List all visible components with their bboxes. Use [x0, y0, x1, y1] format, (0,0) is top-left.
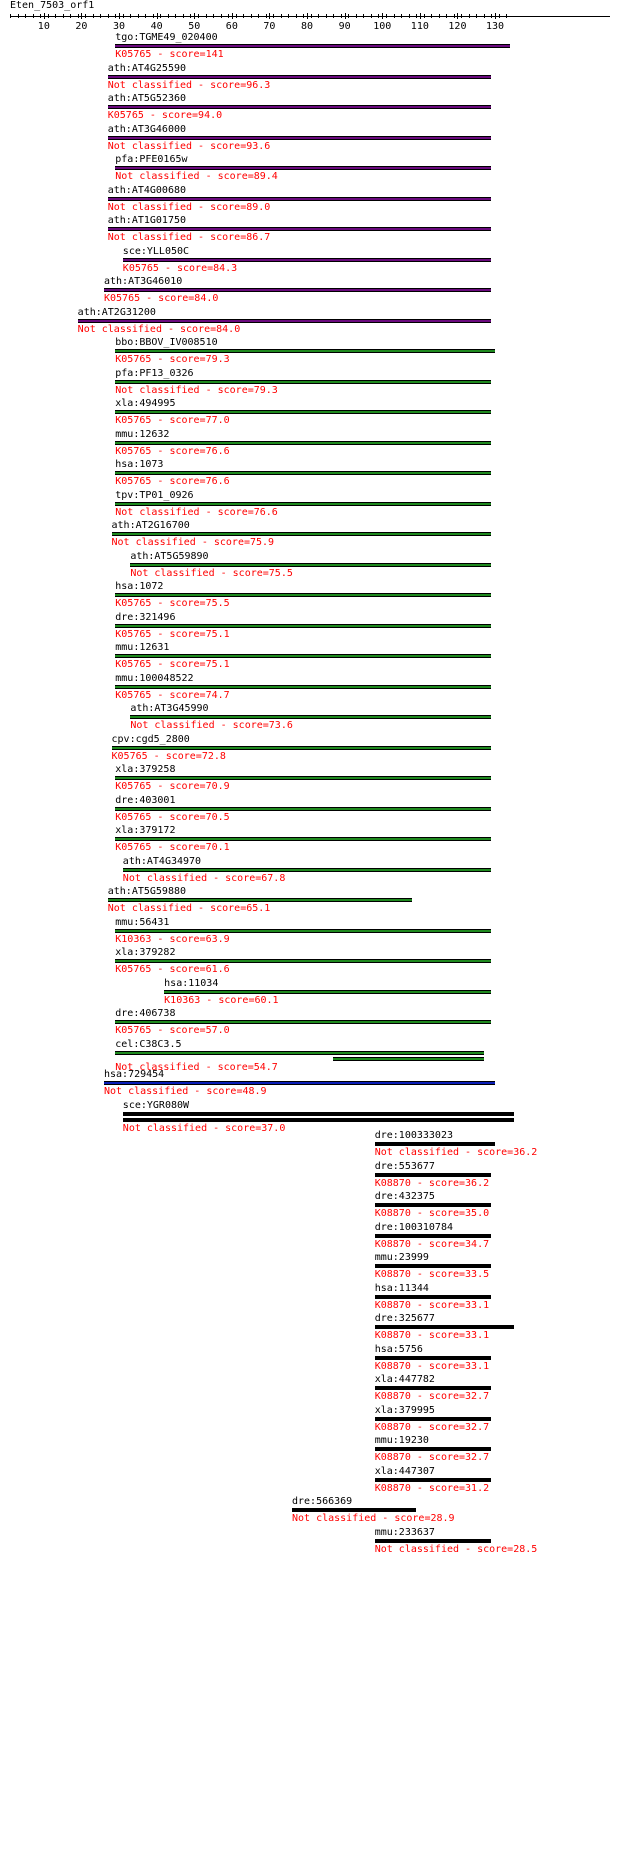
hit-annotation[interactable]: K05765 - score=75.1 — [115, 659, 230, 670]
ruler-minor-tick — [85, 14, 86, 18]
hit-bar[interactable] — [104, 288, 491, 292]
hit-annotation[interactable]: K08870 - score=33.5 — [374, 1269, 490, 1280]
hit-annotation[interactable]: Not classified - score=36.2 — [374, 1147, 538, 1158]
hit-row[interactable] — [0, 185, 620, 216]
hit-bar[interactable] — [115, 685, 491, 689]
ruler-minor-tick — [348, 14, 349, 18]
hit-row[interactable] — [0, 917, 620, 948]
hit-name[interactable]: xla:379995 — [374, 1404, 435, 1416]
ruler-major-tick — [119, 13, 120, 19]
ruler-minor-tick — [183, 14, 184, 18]
hit-bar[interactable] — [375, 1173, 492, 1177]
hit-annotation[interactable]: Not classified - score=79.3 — [115, 384, 278, 396]
ruler-minor-tick — [431, 14, 432, 18]
hit-bar[interactable] — [115, 959, 491, 963]
hit-bar[interactable] — [115, 1020, 491, 1024]
hit-name[interactable]: mmu:19230 — [374, 1435, 429, 1446]
ruler-tick-label: 30 — [113, 21, 126, 32]
ruler-minor-tick — [251, 14, 252, 18]
hit-secondary-bar[interactable] — [123, 1118, 514, 1122]
hit-annotation[interactable]: Not classified - score=89.0 — [107, 201, 271, 213]
ruler-minor-tick — [100, 14, 101, 18]
ruler-minor-tick — [78, 14, 79, 18]
hit-bar[interactable] — [123, 1112, 514, 1116]
ruler-major-tick — [194, 13, 195, 19]
hit-name[interactable]: ath:AT2G16700 — [111, 520, 190, 531]
hit-row[interactable] — [0, 276, 620, 307]
hit-name[interactable]: xla:379172 — [115, 825, 176, 836]
ruler-major-tick — [81, 13, 82, 19]
hit-name[interactable]: ath:AT5G59880 — [107, 886, 187, 897]
hit-name[interactable]: dre:403001 — [115, 794, 176, 806]
ruler-minor-tick — [123, 14, 124, 18]
hit-annotation[interactable]: Not classified - score=86.7 — [107, 232, 271, 243]
hit-annotation[interactable]: K05765 - score=94.0 — [107, 110, 223, 121]
ruler-minor-tick — [386, 14, 387, 18]
ruler-minor-tick — [130, 14, 131, 18]
hit-bar[interactable] — [115, 502, 491, 506]
ruler-minor-tick — [236, 14, 237, 18]
hit-bar[interactable] — [108, 898, 413, 902]
hit-name[interactable]: dre:566369 — [292, 1496, 353, 1507]
ruler-minor-tick — [499, 14, 500, 18]
hit-bar[interactable] — [123, 258, 491, 262]
ruler-minor-tick — [138, 14, 139, 18]
hit-row[interactable] — [0, 520, 620, 551]
hit-name[interactable]: dre:100310784 — [374, 1221, 453, 1233]
hit-row[interactable] — [0, 459, 620, 490]
hit-row[interactable] — [0, 734, 620, 765]
ruler-tick-label: 20 — [75, 21, 88, 32]
hit-annotation[interactable]: Not classified - score=96.3 — [107, 79, 271, 91]
hit-row[interactable] — [0, 1222, 620, 1253]
hit-annotation[interactable]: Not classified - score=84.0 — [77, 323, 241, 335]
hit-bar[interactable] — [164, 990, 491, 994]
hit-row[interactable] — [0, 551, 620, 582]
hit-annotation[interactable]: K05765 - score=76.6 — [115, 445, 230, 457]
hit-annotation[interactable]: K10363 - score=63.9 — [115, 933, 230, 945]
hit-row[interactable] — [0, 947, 620, 978]
hit-annotation[interactable]: K08870 - score=32.7 — [374, 1421, 490, 1433]
hit-annotation[interactable]: Not classified - score=75.5 — [130, 567, 293, 579]
ruler-minor-tick — [221, 14, 222, 18]
hit-name[interactable]: dre:553677 — [374, 1160, 435, 1172]
hit-row[interactable] — [0, 1466, 620, 1497]
hit-annotation[interactable]: K08870 - score=32.7 — [374, 1452, 490, 1463]
ruler-major-tick — [269, 13, 270, 19]
hit-name[interactable]: sce:YGR080W — [122, 1099, 190, 1111]
hit-annotation[interactable]: K10363 - score=60.1 — [164, 994, 279, 1006]
ruler-minor-tick — [416, 14, 417, 18]
ruler-minor-tick — [326, 14, 327, 18]
ruler-minor-tick — [190, 14, 191, 18]
hit-bar[interactable] — [78, 319, 492, 323]
ruler-major-tick — [345, 13, 346, 19]
ruler-minor-tick — [266, 14, 267, 18]
hit-bar[interactable] — [375, 1142, 495, 1146]
ruler-minor-tick — [311, 14, 312, 18]
ruler-minor-tick — [469, 14, 470, 18]
hit-row[interactable] — [0, 32, 620, 63]
hit-row[interactable] — [0, 1283, 620, 1314]
hit-name[interactable]: ath:AT5G59890 — [130, 550, 209, 562]
hit-bar[interactable] — [375, 1386, 492, 1390]
hit-bar[interactable] — [115, 654, 491, 658]
hit-annotation[interactable]: K05765 - score=70.9 — [115, 781, 230, 792]
ruler-major-tick — [495, 13, 496, 19]
hit-bar[interactable] — [115, 837, 491, 841]
hit-annotation[interactable]: Not classified - score=28.5 — [374, 1543, 538, 1555]
hit-bar[interactable] — [130, 715, 491, 719]
hit-name[interactable]: xla:447782 — [374, 1374, 435, 1385]
hit-bar[interactable] — [375, 1478, 492, 1482]
hit-name[interactable]: hsa:5756 — [374, 1343, 423, 1355]
hit-name[interactable]: xla:447307 — [374, 1465, 435, 1477]
hit-annotation[interactable]: K08870 - score=35.0 — [374, 1208, 490, 1219]
hit-name[interactable]: mmu:233637 — [374, 1526, 435, 1538]
hit-row[interactable] — [0, 1038, 620, 1073]
hit-row[interactable] — [0, 1344, 620, 1375]
hit-bar[interactable] — [115, 44, 510, 48]
hit-annotation[interactable]: Not classified - score=67.8 — [122, 872, 286, 884]
hit-name[interactable]: bbo:BBOV_IV008510 — [115, 337, 218, 348]
hit-annotation[interactable]: Not classified - score=37.0 — [122, 1122, 286, 1134]
hit-bar[interactable] — [108, 197, 492, 201]
hit-row[interactable] — [0, 703, 620, 734]
hit-name[interactable]: tpv:TP01_0926 — [115, 489, 194, 501]
hit-name[interactable]: ath:AT5G52360 — [107, 93, 187, 104]
hit-annotation[interactable]: K08870 - score=32.7 — [374, 1391, 490, 1402]
hit-row[interactable] — [0, 246, 620, 277]
hit-name[interactable]: hsa:729454 — [104, 1069, 165, 1080]
hit-bar[interactable] — [115, 441, 491, 445]
ruler-minor-tick — [243, 14, 244, 18]
hit-row[interactable] — [0, 490, 620, 521]
hit-bar[interactable] — [108, 105, 492, 109]
ruler-minor-tick — [454, 14, 455, 18]
ruler-minor-tick — [506, 14, 507, 18]
ruler-tick-label: 90 — [338, 21, 351, 32]
hit-annotation[interactable]: Not classified - score=48.9 — [104, 1086, 267, 1097]
hit-name[interactable]: hsa:11344 — [374, 1282, 429, 1294]
ruler-minor-tick — [296, 14, 297, 18]
ruler-minor-tick — [258, 14, 259, 18]
hit-name[interactable]: ath:AT4G34970 — [122, 855, 202, 867]
hit-row[interactable] — [0, 124, 620, 155]
hit-annotation[interactable]: K08870 - score=33.1 — [374, 1299, 490, 1311]
ruler-minor-tick — [476, 14, 477, 18]
hit-name[interactable]: ath:AT4G25590 — [107, 62, 187, 74]
hit-annotation[interactable]: Not classified - score=73.6 — [130, 720, 293, 731]
ruler-minor-tick — [378, 14, 379, 18]
hit-bar[interactable] — [375, 1447, 492, 1451]
ruler-minor-tick — [18, 14, 19, 18]
hit-annotation[interactable]: Not classified - score=75.9 — [111, 537, 275, 548]
hit-bar[interactable] — [375, 1234, 492, 1238]
ruler-minor-tick — [461, 14, 462, 18]
ruler-tick-label: 50 — [188, 21, 201, 32]
hit-bar[interactable] — [115, 349, 495, 353]
hit-annotation[interactable]: K08870 - score=33.1 — [374, 1330, 490, 1341]
hit-bar[interactable] — [115, 1051, 483, 1055]
ruler-minor-tick — [108, 14, 109, 18]
hit-name[interactable]: hsa:1073 — [115, 459, 164, 470]
ruler-minor-tick — [228, 14, 229, 18]
ruler-minor-tick — [363, 14, 364, 18]
ruler-major-tick — [307, 13, 308, 19]
ruler-minor-tick — [25, 14, 26, 18]
hit-annotation[interactable]: K08870 - score=33.1 — [374, 1360, 490, 1372]
ruler-minor-tick — [198, 14, 199, 18]
ruler-tick-label: 70 — [263, 21, 276, 32]
ruler-minor-tick — [288, 14, 289, 18]
hit-name[interactable]: cpv:cgd5_2800 — [111, 733, 190, 745]
ruler-minor-tick — [409, 14, 410, 18]
hit-bar[interactable] — [115, 380, 491, 384]
hit-name[interactable]: ath:AT3G46000 — [107, 123, 187, 135]
ruler-minor-tick — [446, 14, 447, 18]
hit-row[interactable] — [0, 154, 620, 185]
hit-bar[interactable] — [123, 868, 491, 872]
hit-row[interactable] — [0, 368, 620, 399]
hit-bar[interactable] — [115, 624, 491, 628]
ruler-tick-label: 130 — [486, 21, 505, 32]
hit-annotation[interactable]: Not classified - score=28.9 — [292, 1513, 455, 1524]
hit-name[interactable]: ath:AT3G45990 — [130, 703, 209, 714]
hit-name[interactable]: xla:379282 — [115, 947, 176, 958]
hit-row[interactable] — [0, 886, 620, 917]
hit-annotation[interactable]: K05765 - score=70.5 — [115, 811, 230, 823]
hit-bar[interactable] — [375, 1356, 492, 1360]
hit-bar[interactable] — [375, 1203, 492, 1207]
hit-row[interactable] — [0, 1008, 620, 1039]
ruler-minor-tick — [303, 14, 304, 18]
hit-row[interactable] — [0, 1435, 620, 1466]
hit-row[interactable] — [0, 1313, 620, 1344]
hit-name[interactable]: xla:494995 — [115, 398, 176, 409]
hit-bar[interactable] — [112, 746, 492, 750]
hit-name[interactable]: mmu:100048522 — [115, 672, 194, 684]
ruler-minor-tick — [213, 14, 214, 18]
hit-name[interactable]: ath:AT4G00680 — [107, 184, 187, 196]
hit-bar[interactable] — [375, 1417, 492, 1421]
hit-name[interactable]: dre:325677 — [374, 1313, 435, 1324]
ruler-minor-tick — [40, 14, 41, 18]
ruler-minor-tick — [55, 14, 56, 18]
hit-annotation[interactable]: K05765 - score=74.7 — [115, 689, 230, 701]
hit-bar[interactable] — [104, 1081, 495, 1085]
hit-annotation[interactable]: K05765 - score=75.1 — [115, 628, 230, 640]
ruler-minor-tick — [491, 14, 492, 18]
hit-bar[interactable] — [112, 532, 492, 536]
ruler-major-tick — [157, 13, 158, 19]
ruler-tick-label: 40 — [150, 21, 163, 32]
hit-row[interactable] — [0, 1069, 620, 1100]
hit-row[interactable] — [0, 93, 620, 124]
ruler-minor-tick — [341, 14, 342, 18]
hit-secondary-bar[interactable] — [333, 1057, 483, 1061]
ruler-minor-tick — [63, 14, 64, 18]
hit-bar[interactable] — [115, 807, 491, 811]
ruler-minor-tick — [153, 14, 154, 18]
ruler-tick-label: 10 — [37, 21, 50, 32]
hit-annotation[interactable]: K05765 - score=76.6 — [115, 476, 230, 487]
hit-row[interactable] — [0, 1130, 620, 1161]
hit-name[interactable]: pfa:PF13_0326 — [115, 367, 194, 379]
hit-annotation[interactable]: K05765 - score=72.8 — [111, 750, 226, 762]
hit-bar[interactable] — [108, 75, 492, 79]
hit-name[interactable]: cel:C38C3.5 — [115, 1038, 182, 1050]
ruler-tick-label: 110 — [410, 21, 429, 32]
hit-annotation[interactable]: K05765 - score=79.3 — [115, 354, 230, 365]
hit-row[interactable] — [0, 1161, 620, 1192]
hit-bar[interactable] — [292, 1508, 416, 1512]
ruler-minor-tick — [168, 14, 169, 18]
ruler-minor-tick — [424, 14, 425, 18]
ruler-minor-tick — [48, 14, 49, 18]
hit-annotation[interactable]: K05765 - score=84.0 — [104, 293, 219, 304]
ruler-major-tick — [44, 13, 45, 19]
hit-name[interactable]: dre:432375 — [374, 1191, 435, 1202]
ruler-minor-tick — [70, 14, 71, 18]
hit-annotation[interactable]: K08870 - score=34.7 — [374, 1238, 490, 1250]
hit-annotation[interactable]: K08870 - score=36.2 — [374, 1177, 490, 1189]
ruler-minor-tick — [115, 14, 116, 18]
hit-name[interactable]: dre:406738 — [115, 1008, 176, 1019]
ruler-minor-tick — [318, 14, 319, 18]
ruler-minor-tick — [356, 14, 357, 18]
hit-bar[interactable] — [130, 563, 491, 567]
hit-name[interactable]: xla:379258 — [115, 764, 176, 775]
ruler-minor-tick — [160, 14, 161, 18]
hit-row[interactable] — [0, 673, 620, 704]
hit-row[interactable] — [0, 1099, 620, 1134]
ruler-minor-tick — [281, 14, 282, 18]
hit-row[interactable] — [0, 215, 620, 246]
ruler-minor-tick — [333, 14, 334, 18]
ruler-major-tick — [420, 13, 421, 19]
hit-annotation[interactable]: Not classified - score=89.4 — [115, 171, 278, 182]
hit-row[interactable] — [0, 398, 620, 429]
hit-name[interactable]: pfa:PFE0165w — [115, 154, 188, 165]
hit-name[interactable]: hsa:11034 — [164, 977, 219, 989]
ruler-minor-tick — [33, 14, 34, 18]
hit-name[interactable]: ath:AT2G31200 — [77, 306, 156, 318]
hit-row[interactable] — [0, 978, 620, 1009]
hit-bar[interactable] — [115, 471, 491, 475]
ruler-minor-tick — [273, 14, 274, 18]
hit-annotation[interactable]: K05765 - score=57.0 — [115, 1025, 230, 1036]
hit-annotation[interactable]: K05765 - score=75.5 — [115, 598, 230, 609]
hit-bar[interactable] — [115, 166, 491, 170]
hit-annotation[interactable]: K05765 - score=77.0 — [115, 415, 230, 426]
hit-bar[interactable] — [115, 593, 491, 597]
hit-annotation[interactable]: Not classified - score=65.1 — [107, 903, 271, 914]
hit-name[interactable]: ath:AT3G46010 — [104, 276, 183, 287]
hit-bar[interactable] — [375, 1325, 514, 1329]
hit-row[interactable] — [0, 1527, 620, 1558]
hit-bar[interactable] — [115, 410, 491, 414]
hit-row[interactable] — [0, 1496, 620, 1527]
hit-row[interactable] — [0, 1252, 620, 1283]
hit-annotation[interactable]: K05765 - score=70.1 — [115, 842, 230, 853]
ruler-minor-tick — [394, 14, 395, 18]
ruler-minor-tick — [145, 14, 146, 18]
ruler-minor-tick — [371, 14, 372, 18]
hit-name[interactable]: dre:100333023 — [374, 1130, 453, 1141]
ruler-minor-tick — [439, 14, 440, 18]
hit-name[interactable]: mmu:12632 — [115, 428, 170, 440]
hit-row[interactable] — [0, 1405, 620, 1436]
hit-row[interactable] — [0, 612, 620, 643]
hit-bar[interactable] — [108, 227, 492, 231]
hit-annotation[interactable]: K08870 - score=31.2 — [374, 1482, 490, 1494]
hit-row[interactable] — [0, 429, 620, 460]
ruler-tick-label: 120 — [448, 21, 467, 32]
ruler-tick-label: 80 — [301, 21, 314, 32]
ruler-minor-tick — [206, 14, 207, 18]
hit-annotation[interactable]: K05765 - score=141 — [115, 49, 224, 60]
hit-name[interactable]: dre:321496 — [115, 611, 176, 623]
hit-name[interactable]: mmu:12631 — [115, 642, 170, 653]
hit-row[interactable] — [0, 307, 620, 338]
hit-annotation[interactable]: Not classified - score=93.6 — [107, 140, 271, 152]
hit-row[interactable] — [0, 764, 620, 795]
ruler-minor-tick — [10, 14, 11, 18]
ruler-major-tick — [232, 13, 233, 19]
hit-bar[interactable] — [375, 1539, 492, 1543]
hit-name[interactable]: tgo:TGME49_020400 — [115, 32, 218, 43]
hit-row[interactable] — [0, 856, 620, 887]
hit-row[interactable] — [0, 1374, 620, 1405]
hit-annotation[interactable]: K05765 - score=61.6 — [115, 964, 230, 975]
hit-bar[interactable] — [375, 1264, 492, 1268]
hit-name[interactable]: sce:YLL050C — [122, 245, 190, 257]
ruler-tick-label: 60 — [225, 21, 238, 32]
hit-row[interactable] — [0, 795, 620, 826]
hit-name[interactable]: ath:AT1G01750 — [107, 215, 187, 226]
hit-row[interactable] — [0, 63, 620, 94]
hit-row[interactable] — [0, 642, 620, 673]
hit-row[interactable] — [0, 1191, 620, 1222]
ruler-minor-tick — [175, 14, 176, 18]
hit-annotation[interactable]: K05765 - score=84.3 — [122, 262, 238, 274]
hit-name[interactable]: hsa:1072 — [115, 581, 164, 592]
ruler-major-tick — [457, 13, 458, 19]
ruler-major-tick — [382, 13, 383, 19]
hit-name[interactable]: mmu:56431 — [115, 916, 170, 928]
hit-bar[interactable] — [115, 776, 491, 780]
hit-annotation[interactable]: Not classified - score=76.6 — [115, 506, 278, 518]
ruler-minor-tick — [93, 14, 94, 18]
hit-row[interactable] — [0, 337, 620, 368]
ruler-minor-tick — [484, 14, 485, 18]
hit-annotation[interactable]: Not classified - score=54.7 — [115, 1061, 278, 1073]
sequence-title: Eten_7503_orf1 — [10, 0, 95, 11]
hit-row[interactable] — [0, 581, 620, 612]
hit-bar[interactable] — [375, 1295, 492, 1299]
ruler-tick-label: 100 — [373, 21, 392, 32]
hit-bar[interactable] — [115, 929, 491, 933]
ruler-minor-tick — [401, 14, 402, 18]
hit-row[interactable] — [0, 825, 620, 856]
hit-bar[interactable] — [108, 136, 492, 140]
hit-name[interactable]: mmu:23999 — [374, 1252, 429, 1263]
